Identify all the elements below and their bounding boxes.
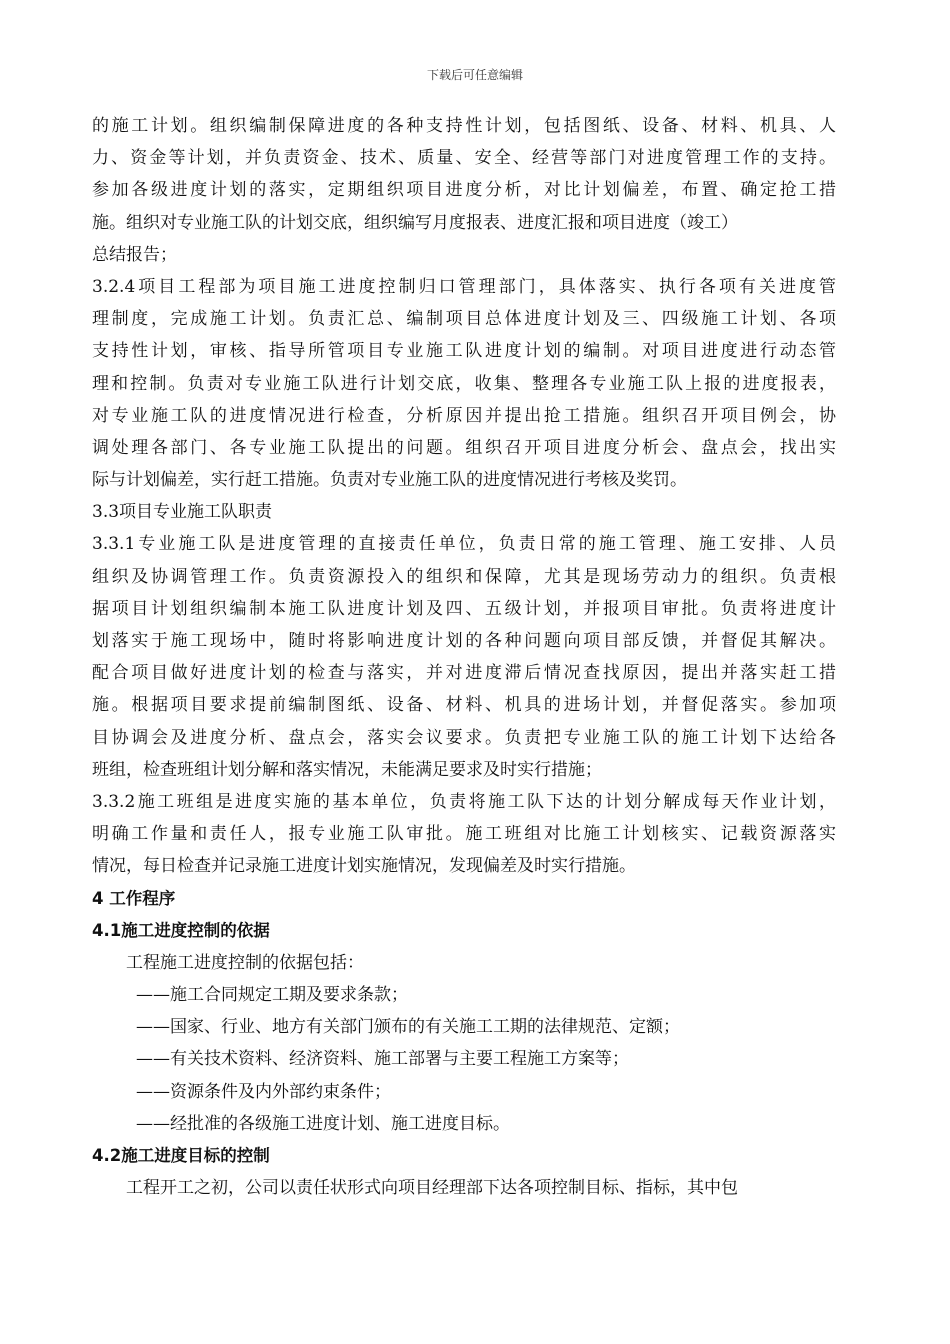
text-line: 明确工作量和责任人，报专业施工队审批。施工班组对比施工计划核实、记载资源落实 (92, 824, 836, 845)
section-heading: 4.1施工进度控制的依据 (92, 920, 270, 940)
text-line: 组织及协调管理工作。负责资源投入的组织和保障，尤其是现场劳动力的组织。负责根 (92, 566, 836, 587)
text-line: ——经批准的各级施工进度计划、施工进度目标。 (136, 1113, 510, 1134)
text-line: 3.3.2施工班组是进度实施的基本单位，负责将施工队下达的计划分解成每天作业计划， (92, 791, 836, 812)
text-line: 施。组织对专业施工队的计划交底，组织编写月度报表、进度汇报和项目进度（竣工） (92, 212, 738, 233)
text-line: 总结报告； (92, 244, 177, 265)
text-line: 3.3项目专业施工队职责 (92, 502, 273, 523)
text-line: 支持性计划，审核、指导所管项目专业施工队进度计划的编制。对项目进度进行动态管 (92, 341, 836, 362)
text-line: ——国家、行业、地方有关部门颁布的有关施工工期的法律规范、定额； (136, 1017, 680, 1038)
text-line: 理和控制。负责对专业施工队进行计划交底，收集、整理各专业施工队上报的进度报表， (92, 373, 836, 394)
text-line: 班组，检查班组计划分解和落实情况，未能满足要求及时实行措施； (92, 759, 602, 780)
text-line: 对专业施工队的进度情况进行检查，分析原因并提出抢工措施。组织召开项目例会，协 (92, 405, 836, 426)
text-line: 划落实于施工现场中，随时将影响进度计划的各种问题向项目部反馈，并督促其解决。 (92, 631, 836, 651)
text-line: 参加各级进度计划的落实，定期组织项目进度分析，对比计划偏差，布置、确定抢工措 (92, 180, 836, 201)
text-line: 的施工计划。组织编制保障进度的各种支持性计划，包括图纸、设备、材料、机具、人 (92, 116, 836, 136)
section-heading: 4 工作程序 (92, 888, 176, 908)
text-line: 据项目计划组织编制本施工队进度计划及四、五级计划，并报项目审批。负责将进度计 (92, 598, 836, 619)
section-heading: 4.2施工进度目标的控制 (92, 1146, 270, 1165)
document-body (92, 110, 836, 1204)
text-line: 工程施工进度控制的依据包括： (126, 952, 364, 973)
text-line: ——施工合同规定工期及要求条款； (136, 985, 408, 1006)
text-line: 目协调会及进度分析、盘点会，落实会议要求。负责把专业施工队的施工计划下达给各 (92, 727, 836, 748)
text-line: 3.2.4项目工程部为项目施工进度控制归口管理部门，具体落实、执行各项有关进度管 (92, 276, 836, 297)
text-line: 理制度，完成施工计划。负责汇总、编制项目总体进度计划及三、四级施工计划、各项 (92, 309, 836, 330)
text-line: 情况，每日检查并记录施工进度计划实施情况，发现偏差及时实行措施。 (92, 856, 636, 877)
text-line: ——资源条件及内外部约束条件； (136, 1081, 391, 1102)
text-line: 力、资金等计划，并负责资金、技术、质量、安全、经营等部门对进度管理工作的支持。 (92, 148, 836, 169)
text-line: 际与计划偏差，实行赶工措施。负责对专业施工队的进度情况进行考核及奖罚。 (92, 470, 687, 491)
text-line: 工程开工之初，公司以责任状形式向项目经理部下达各项控制目标、指标，其中包 (126, 1178, 738, 1199)
text-line: 配合项目做好进度计划的检查与落实，并对进度滞后情况查找原因，提出并落实赶工措 (92, 663, 836, 684)
text-line: 施。根据项目要求提前编制图纸、设备、材料、机具的进场计划，并督促落实。参加项 (92, 695, 836, 716)
page-header: 下载后可任意编辑 (426, 68, 523, 82)
text-line: 3.3.1专业施工队是进度管理的直接责任单位，负责日常的施工管理、施工安排、人员 (92, 534, 836, 555)
text-line: 调处理各部门、各专业施工队提出的问题。组织召开项目进度分析会、盘点会，找出实 (92, 437, 836, 458)
text-line: ——有关技术资料、经济资料、施工部署与主要工程施工方案等； (136, 1049, 629, 1070)
